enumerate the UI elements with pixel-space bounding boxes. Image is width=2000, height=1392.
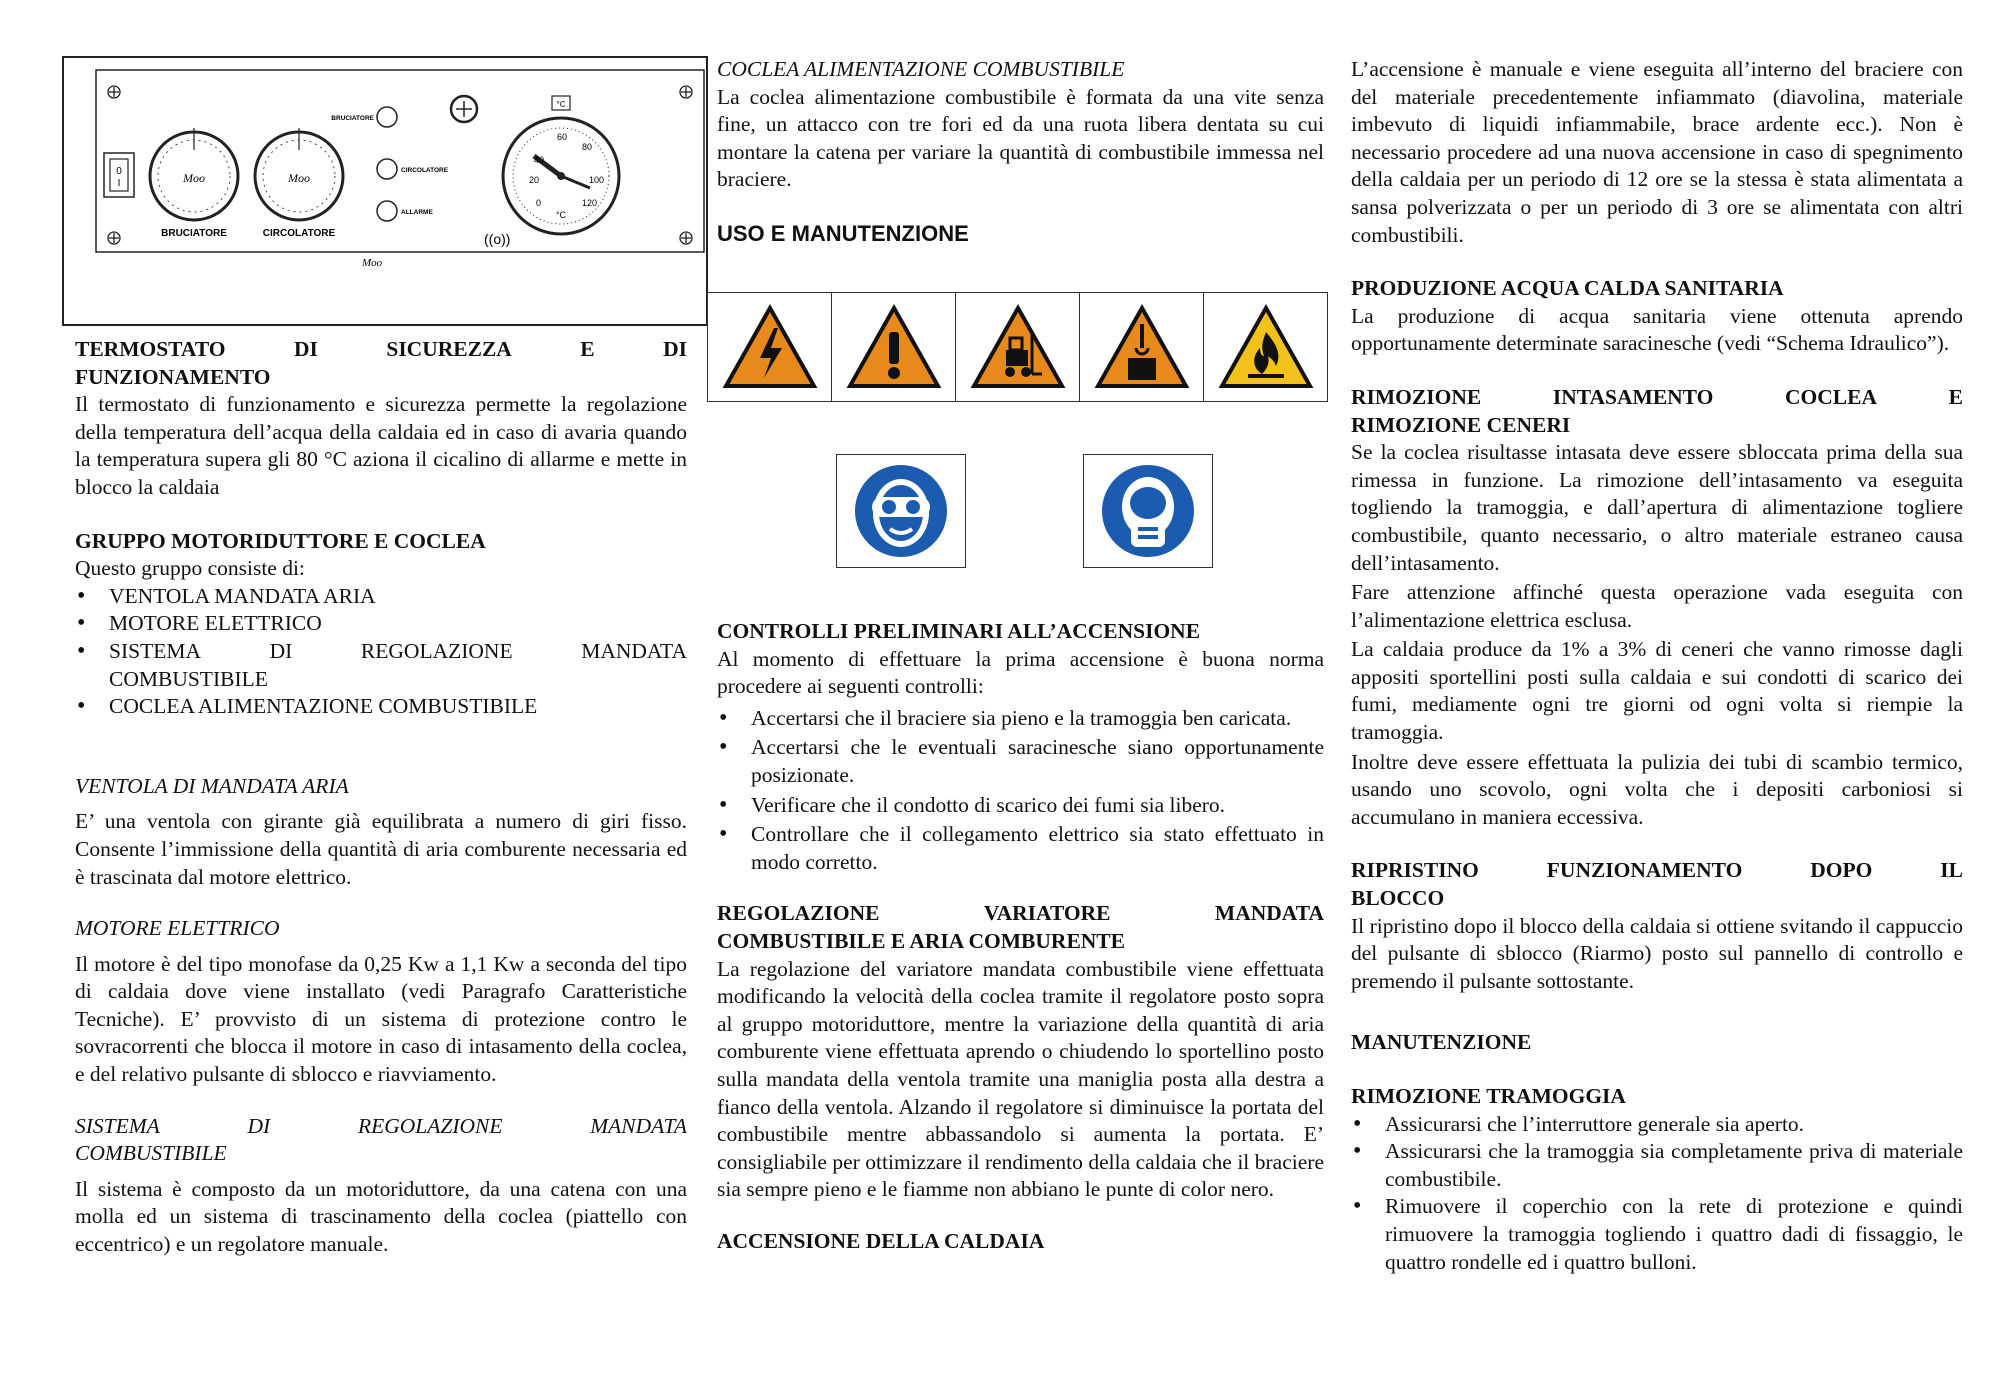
preliminary-checks-list <box>717 705 1324 877</box>
section-title-hot-water: PRODUZIONE ACQUA CALDA SANITARIA <box>1351 276 1784 301</box>
control-panel-diagram <box>62 56 708 326</box>
section-title-fan: VENTOLA DI MANDATA ARIA <box>75 773 349 798</box>
electric-hazard-icon <box>708 293 832 401</box>
lamp-burner-label: BRUCIATORE <box>331 115 374 122</box>
svg-text:I: I <box>117 178 121 189</box>
lamp-circulator-label: CIRCOLATORE <box>401 167 449 174</box>
hot-water-text: La produzione di acqua sanitaria viene ottenuta aprendo opportunamente determinate saracinesche (vedi “Schema Idraulico”). <box>1351 303 1963 356</box>
list-item: • Assicurarsi che l’interruttore generale sia aperto. <box>1351 1111 1963 1139</box>
section-title-gear-group: GRUPPO MOTORIDUTTORE E COCLEA <box>75 528 486 553</box>
lamp-alarm <box>377 201 397 221</box>
buzzer-icon: ((o)) <box>484 231 511 247</box>
preliminary-checks-intro: Al momento di effettuare la prima accensione è buona norma procedere ai seguenti controlli: <box>717 646 1324 699</box>
brand-signature: Moo <box>362 257 383 269</box>
lamp-burner <box>377 107 397 127</box>
section-title-hopper-removal: RIMOZIONE TRAMOGGIA <box>1351 1084 1626 1108</box>
suspended-load-icon <box>1080 293 1204 401</box>
lamp-alarm-label: ALLARME <box>401 209 433 216</box>
forklift-hazard-icon <box>956 293 1080 401</box>
svg-text:°C: °C <box>556 100 566 109</box>
list-item: • Accertarsi che le eventuali saracinesche siano opportunamente posizionate. <box>717 734 1324 789</box>
clog-removal-text-2: Fare attenzione affinché questa operazione vada eseguita con l’alimentazione elettrica esclusa. <box>1351 580 1963 632</box>
list-item: • SISTEMA DI REGOLAZIONE MANDATA COMBUSTIBILE <box>75 638 687 693</box>
goggles-required-icon <box>836 454 966 568</box>
section-title-maintenance: MANUTENZIONE <box>1351 1030 1532 1055</box>
section-title-restart: RIPRISTINO FUNZIONAMENTO DOPO IL BLOCCO <box>1351 858 1963 911</box>
section-title-variator-regulation: REGOLAZIONE VARIATORE MANDATA COMBUSTIBILE E ARIA COMBURENTE <box>717 901 1324 953</box>
clog-removal-text-1: Se la coclea risultasse intasata deve essere sbloccata prima della sua rimessa in funzione. La rimozione dell’intasamento va eseguita togliendo la tramoggia, e dall’apertura di alimentazione togliere combustibile, quanto necessario, o altro materiale estraneo causa dell’intasamento. <box>1351 440 1963 575</box>
thermostat-text: Il termostato di funzionamento e sicurezza permette la regolazione della temperatura dell’acqua della caldaia ed in caso di avaria quando la temperatura supera gli 80 °C aziona il cicalino di allarme e mette in blocco la caldaia <box>75 392 687 499</box>
circulator-dial-label: CIRCOLATORE <box>262 228 336 239</box>
section-title-boiler-ignition: ACCENSIONE DELLA CALDAIA <box>717 1228 1045 1253</box>
svg-text:0: 0 <box>536 198 542 208</box>
column-middle-lower <box>717 618 1324 1255</box>
column-left <box>75 336 687 1259</box>
list-item: • Verificare che il condotto di scarico dei fumi sia libero. <box>717 792 1324 820</box>
clog-removal-text-3: La caldaia produce da 1% a 3% di ceneri che vanno rimosse dagli appositi sportellini posti sulla caldaia e sui condotti di scarico dei fumi, mediamente ogni tre giorni od ogni volta si riempie la tramoggia. <box>1351 637 1963 745</box>
burner-dial-label: BRUCIATORE <box>161 228 227 239</box>
face-mask-required-icon <box>1083 454 1213 568</box>
column-right <box>1351 56 1963 1276</box>
list-item: • MOTORE ELETTRICO <box>75 610 687 638</box>
ignition-text: L’accensione è manuale e viene eseguita all’interno del braciere con del materiale precedentemente infiammato (diavolina, materiale imbevuto di liquidi infiammabile, brace ardente ecc.). Non è necessario procedere ad una nuova accensione in caso di spegnimento della caldaia per un periodo di 12 ore se la stessa è stata alimentata a sansa polverizzata o per un periodo di 3 ore se alimentata con altri combustibili. <box>1351 57 1963 247</box>
column-middle <box>717 56 1324 248</box>
regulation-system-text: Il sistema è composto da un motoriduttore, da una catena con una molla ed un sistema di trascinamento della coclea (piattello con eccentrico) e un regolatore manuale. <box>75 1176 687 1257</box>
hopper-removal-list <box>1351 1111 1963 1277</box>
list-item: • COCLEA ALIMENTAZIONE COMBUSTIBILE <box>75 693 687 721</box>
flammable-icon <box>1204 293 1327 401</box>
section-title-regulation-system: SISTEMA DI REGOLAZIONE MANDATA COMBUSTIBILE <box>75 1113 687 1166</box>
lamp-circulator <box>377 159 397 179</box>
svg-text:100: 100 <box>589 175 605 185</box>
list-item: • Accertarsi che il braciere sia pieno e la tramoggia ben caricata. <box>717 705 1324 733</box>
section-title-screw-feeder: COCLEA ALIMENTAZIONE COMBUSTIBILE <box>717 57 1125 81</box>
list-item: • Controllare che il collegamento elettrico sia stato effettuato in modo corretto. <box>717 821 1324 876</box>
warning-signs-strip <box>707 292 1328 402</box>
gear-group-intro: Questo gruppo consiste di: <box>75 556 305 581</box>
section-title-thermostat: TERMOSTATO DI SICUREZZA E DI <box>75 337 687 361</box>
control-panel-drawing <box>64 58 710 328</box>
general-danger-icon <box>832 293 956 401</box>
section-title-use-maintenance: USO E MANUTENZIONE <box>717 220 969 246</box>
svg-text:°C: °C <box>555 210 567 220</box>
list-item: • Rimuovere il coperchio con la rete di protezione e quindi rimuovere la tramoggia togliendo i quattro dadi di fissaggio, le quattro rondelle ed i quattro bulloni. <box>1351 1193 1963 1276</box>
fan-text: E’ una ventola con girante già equilibrata a numero di giri fisso. Consente l’immissione della quantità di aria comburente necessaria ed è trascinata dal motore elettrico. <box>75 809 687 889</box>
svg-text:20: 20 <box>529 175 540 185</box>
section-title-clog-removal: RIMOZIONE INTASAMENTO COCLEA E RIMOZIONE CENERI <box>1351 384 1963 437</box>
list-item: • Assicurarsi che la tramoggia sia completamente priva di materiale combustibile. <box>1351 1138 1963 1193</box>
clog-removal-text-4: Inoltre deve essere effettuata la pulizia dei tubi di scambio termico, usando uno scovolo, ogni volta che i depositi carboniosi si accumulano in maniera eccessiva. <box>1351 749 1963 829</box>
section-title-preliminary-checks: CONTROLLI PRELIMINARI ALL’ACCENSIONE <box>717 619 1201 643</box>
svg-text:120: 120 <box>582 198 598 208</box>
svg-text:60: 60 <box>557 132 568 142</box>
section-title-thermostat-line2: FUNZIONAMENTO <box>75 364 271 389</box>
svg-text:80: 80 <box>582 142 593 152</box>
svg-text:Moo: Moo <box>183 171 205 185</box>
svg-text:Moo: Moo <box>288 171 310 185</box>
variator-regulation-text: La regolazione del variatore mandata combustibile viene effettuata modificando la velocità della coclea tramite il regolatore posto sopra al gruppo motoriduttore, mentre la variazione della quantità di aria comburente viene effettuata aprendo o chiudendo lo sportellino posto sulla mandata della ventola tramite una maniglia posta alla destra a fianco della ventola. Alzando il regolatore si diminuisce la portata del combustibile mentre abbassandolo si aumenta la portata. E’ consigliabile per ottimizzare il rendimento della caldaia che il braciere sia sempre pieno e le fiamme non abbiano le punte di color nero. <box>717 956 1324 1202</box>
svg-text:40: 40 <box>534 155 545 165</box>
screw-feeder-text: La coclea alimentazione combustibile è formata da una vite senza fine, un attacco con tre fori ed da una ruota libera dentata su cui montare la catena per variare la quantità di combustibile immessa nel braciere. <box>717 84 1324 192</box>
section-title-motor: MOTORE ELETTRICO <box>75 916 280 941</box>
motor-text: Il motore è del tipo monofase da 0,25 Kw a 1,1 Kw a seconda del tipo di caldaia dove viene installato (vedi Paragrafo Caratteristiche Tecniche). E’ provvisto di un sistema di protezione contro le sovracorrenti che blocca il motore in caso di intasamento della coclea, e del relativo pulsante di sblocco e riavviamento. <box>75 951 687 1087</box>
restart-text: Il ripristino dopo il blocco della caldaia si ottiene svitando il cappuccio del pulsante di sblocco (Riarmo) posto sul pannello di controllo e premendo il pulsante sottostante. <box>1351 913 1963 993</box>
gear-group-list <box>75 583 687 721</box>
list-item: • VENTOLA MANDATA ARIA <box>75 583 687 611</box>
svg-text:0: 0 <box>116 166 122 177</box>
